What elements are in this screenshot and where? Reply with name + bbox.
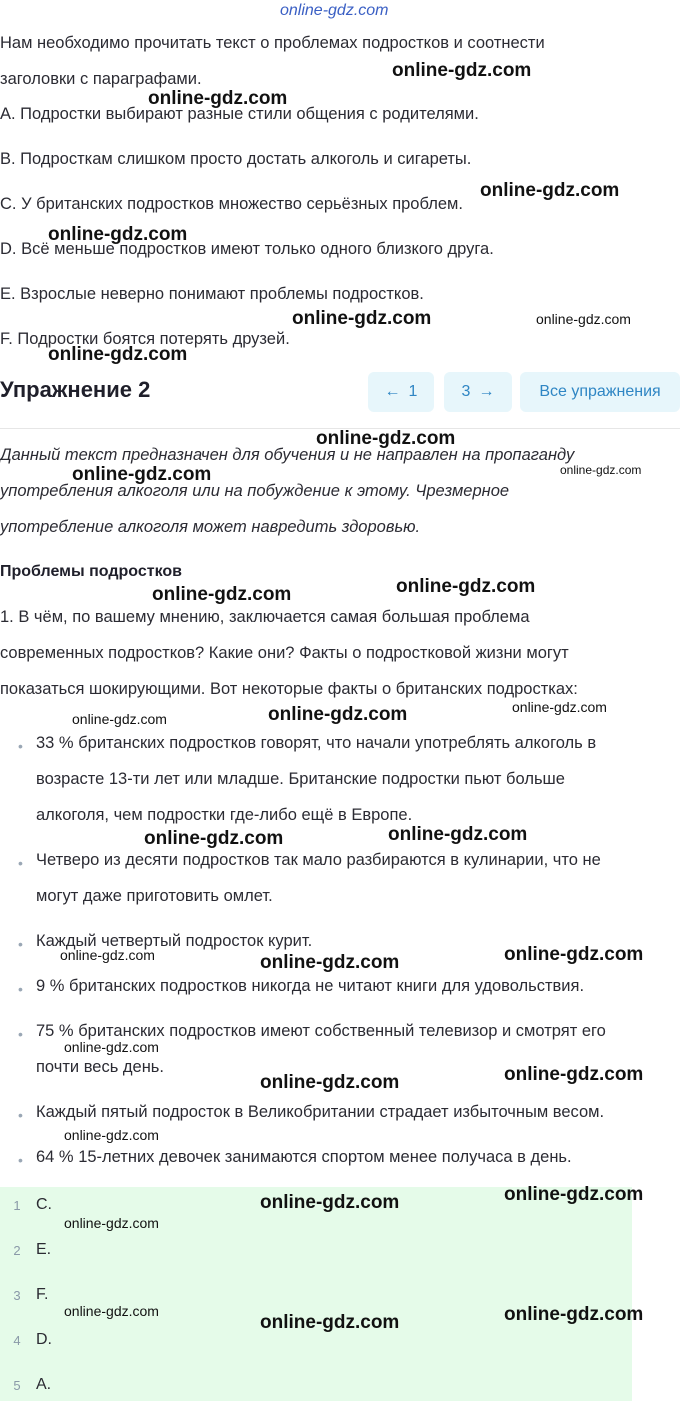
heading-e: E. Взрослые неверно понимают проблемы подростков.: [0, 285, 424, 303]
answer-row: [0, 1280, 48, 1310]
bullet-icon: •: [18, 936, 23, 952]
answer-row: [0, 1370, 51, 1400]
section-title: Проблемы подростков: [0, 563, 182, 580]
bullet-icon: •: [18, 738, 23, 754]
answer-value: C.: [36, 1196, 52, 1213]
fact-2-line-1: Четверо из десяти подростков так мало разбираются в кулинарии, что не: [36, 851, 601, 869]
heading-a: A. Подростки выбирают разные стили общения с родителями.: [0, 105, 479, 123]
answer-number: 1: [13, 1197, 21, 1213]
exercise-title: Упражнение 2: [0, 377, 151, 402]
next-exercise-button[interactable]: [444, 372, 512, 412]
watermark: online-gdz.com: [260, 952, 400, 973]
watermark: online-gdz.com: [60, 947, 155, 963]
watermark: online-gdz.com: [480, 180, 620, 201]
watermark: online-gdz.com: [504, 1184, 644, 1205]
watermark: online-gdz.com: [72, 711, 167, 727]
answer-row: [0, 1325, 52, 1355]
watermark: online-gdz.com: [504, 1064, 644, 1085]
paragraph-line-3: показаться шокирующими. Вот некоторые факты о британских подростках:: [0, 680, 578, 698]
disclaimer-line-1: Данный текст предназначен для обучения и не направлен на пропаганду: [0, 446, 575, 464]
header-watermark: online-gdz.com: [280, 2, 389, 19]
watermark: online-gdz.com: [512, 699, 607, 715]
watermark: online-gdz.com: [292, 308, 432, 329]
answer-number: 2: [13, 1242, 21, 1258]
intro-line-1: Нам необходимо прочитать текст о проблемах подростков и соотнести: [0, 34, 545, 52]
watermark: online-gdz.com: [388, 824, 528, 845]
bullet-icon: •: [18, 1152, 23, 1168]
bullet-icon: •: [18, 981, 23, 997]
watermark: online-gdz.com: [260, 1312, 400, 1333]
answer-row: [0, 1190, 52, 1220]
answer-value: A.: [36, 1376, 52, 1393]
watermark: online-gdz.com: [560, 463, 642, 477]
paragraph-line-2: современных подростков? Какие они? Факты о подростковой жизни могут: [0, 644, 569, 662]
heading-f: F. Подростки боятся потерять друзей.: [0, 330, 290, 348]
watermark: online-gdz.com: [64, 1215, 159, 1231]
heading-b: B. Подросткам слишком просто достать алкоголь и сигареты.: [0, 150, 472, 168]
watermark: online-gdz.com: [260, 1072, 400, 1093]
arrow-right-icon: →: [478, 383, 495, 400]
watermark: online-gdz.com: [64, 1127, 159, 1143]
answer-number: 3: [13, 1287, 21, 1303]
fact-5-line-1: 75 % британских подростков имеют собственный телевизор и смотрят его: [36, 1022, 606, 1040]
heading-d: D. Всё меньше подростков имеют только одного близкого друга.: [0, 240, 494, 258]
fact-5-line-2: почти весь день.: [36, 1058, 164, 1076]
answer-row: [0, 1235, 51, 1265]
watermark: online-gdz.com: [504, 944, 644, 965]
watermark: online-gdz.com: [268, 704, 408, 725]
answer-number: 4: [13, 1332, 21, 1348]
fact-1-line-1: 33 % британских подростков говорят, что начали употреблять алкоголь в: [36, 734, 597, 752]
watermark: online-gdz.com: [396, 576, 536, 597]
disclaimer-line-3: употребление алкоголя может навредить здоровью.: [0, 518, 421, 536]
fact-6: Каждый пятый подросток в Великобритании страдает избыточным весом.: [36, 1103, 605, 1121]
watermark: online-gdz.com: [48, 224, 188, 245]
fact-4: 9 % британских подростков никогда не читают книги для удовольствия.: [36, 977, 585, 995]
all-exercises-label: Все упражнения: [539, 383, 661, 400]
answer-value: D.: [36, 1331, 52, 1348]
answer-value: F.: [36, 1286, 49, 1303]
answer-value: E.: [36, 1241, 52, 1258]
fact-3: Каждый четвертый подросток курит.: [36, 932, 313, 950]
paragraph-line-1: 1. В чём, по вашему мнению, заключается самая большая проблема: [0, 608, 530, 626]
watermark: online-gdz.com: [148, 88, 288, 109]
watermark: online-gdz.com: [64, 1303, 159, 1319]
prev-exercise-label: 1: [408, 383, 418, 400]
watermark: online-gdz.com: [316, 428, 456, 449]
fact-2-line-2: могут даже приготовить омлет.: [36, 887, 273, 905]
watermark: online-gdz.com: [504, 1304, 644, 1325]
watermark: online-gdz.com: [64, 1039, 159, 1055]
watermark: online-gdz.com: [392, 60, 532, 81]
answer-number: 5: [13, 1377, 21, 1393]
bullet-icon: •: [18, 1107, 23, 1123]
bullet-icon: •: [18, 855, 23, 871]
watermark: online-gdz.com: [48, 344, 188, 365]
watermark: online-gdz.com: [152, 584, 292, 605]
fact-1-line-2: возрасте 13-ти лет или младше. Британские подростки пьют больше: [36, 770, 565, 788]
watermark: online-gdz.com: [536, 311, 631, 327]
fact-1-line-3: алкоголя, чем подростки где-либо ещё в Европе.: [36, 806, 413, 824]
arrow-left-icon: ←: [384, 383, 401, 400]
prev-exercise-button[interactable]: [368, 372, 434, 412]
disclaimer-line-2: употребления алкоголя или на побуждение к этому. Чрезмерное: [0, 482, 510, 500]
next-exercise-label: 3: [461, 383, 471, 400]
bullet-icon: •: [18, 1026, 23, 1042]
fact-7: 64 % 15-летних девочек занимаются спортом менее получаса в день.: [36, 1148, 572, 1166]
watermark: online-gdz.com: [72, 464, 212, 485]
watermark: online-gdz.com: [260, 1192, 400, 1213]
watermark: online-gdz.com: [144, 828, 284, 849]
intro-line-2: заголовки с параграфами.: [0, 70, 202, 88]
heading-c: C. У британских подростков множество серьёзных проблем.: [0, 195, 463, 213]
all-exercises-button[interactable]: [520, 372, 680, 412]
